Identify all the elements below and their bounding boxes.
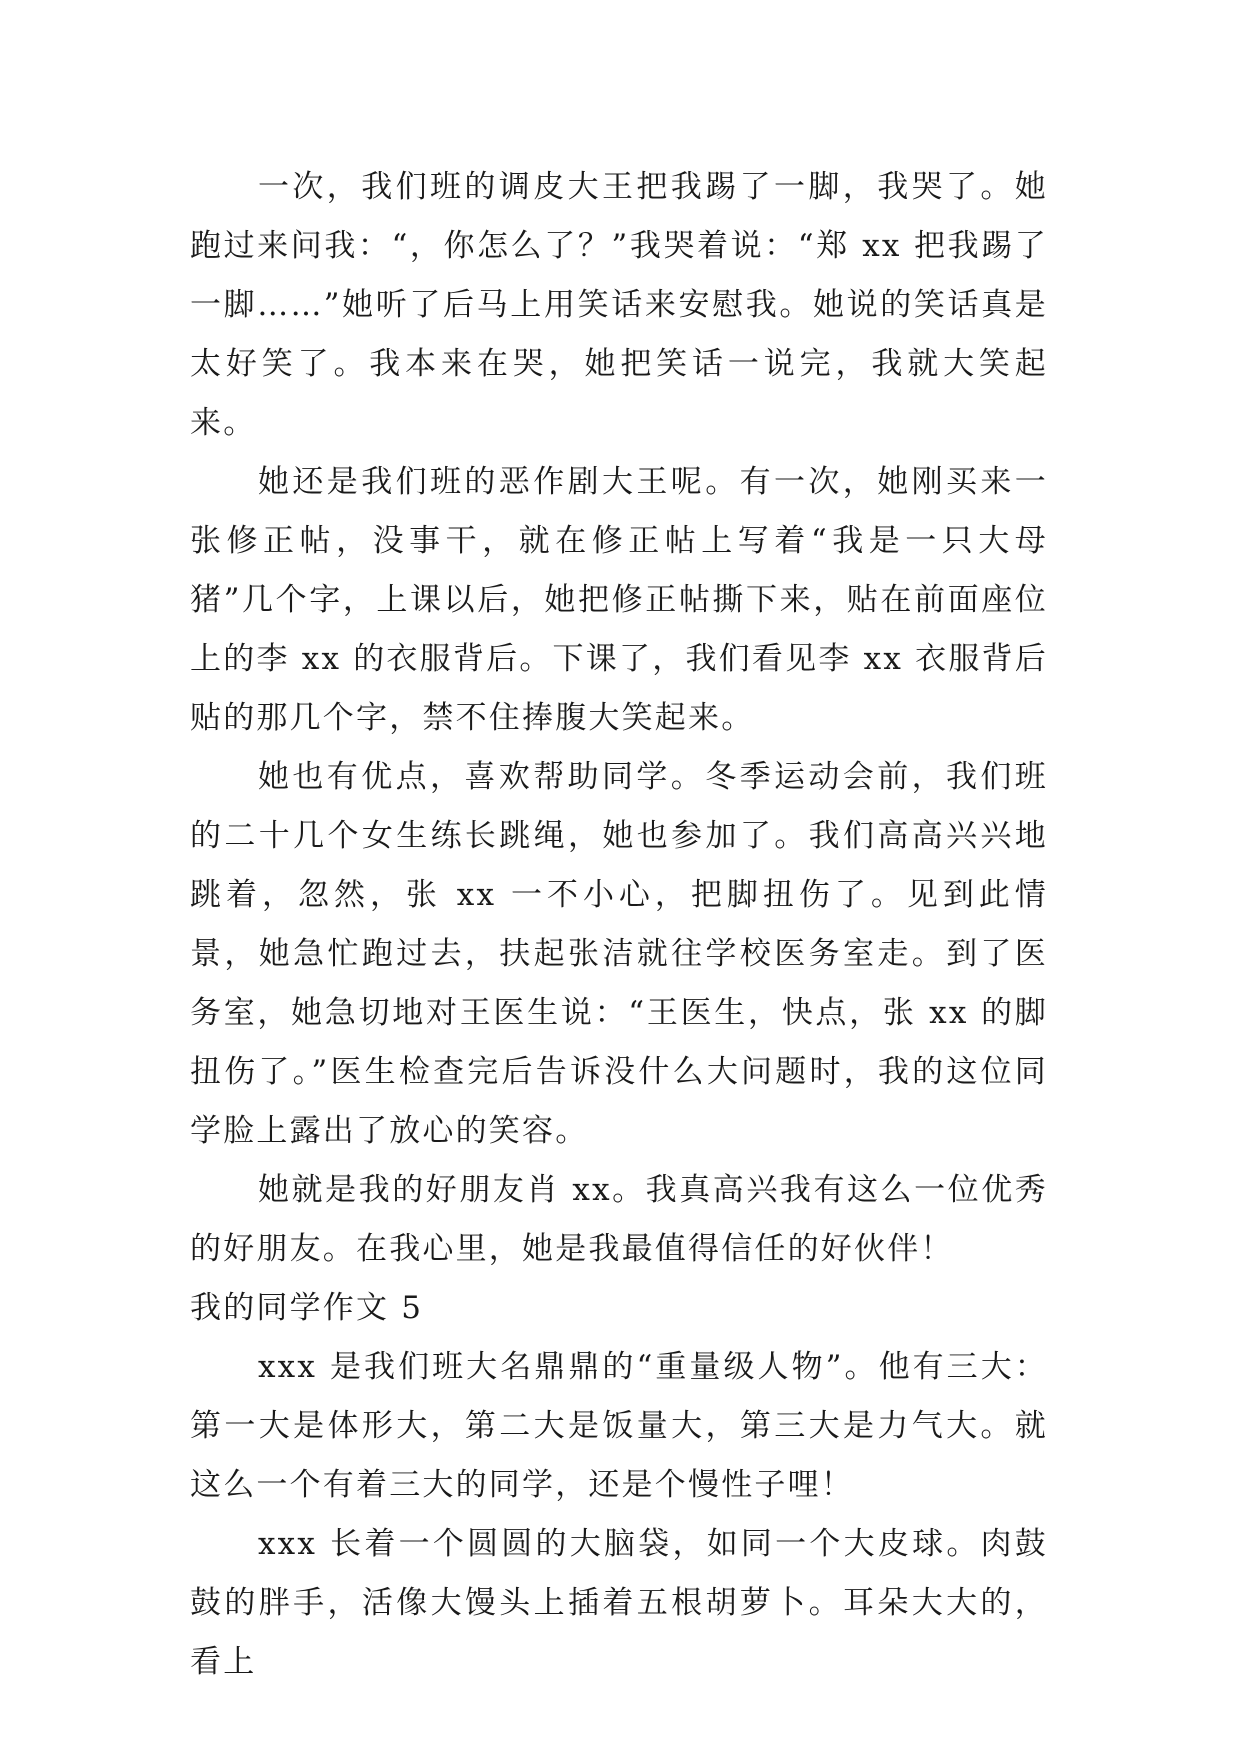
paragraph: xxx 是我们班大名鼎鼎的“重量级人物”。他有三大：第一大是体形大，第二大是饭量大，第三大是力气大。就这么一个有着三大的同学，还是个慢性子哩！ [190,1349,1048,1503]
section-title: 我的同学作文 5 [190,1290,424,1326]
document-body [190,158,1048,1692]
paragraph: 她也有优点，喜欢帮助同学。冬季运动会前，我们班的二十几个女生练长跳绳，她也参加了。我们高高兴兴地跳着，忽然，张 xx 一不小心，把脚扭伤了。见到此情景，她急忙跑过去，扶起张洁就往学校医务室走。到了医务室，她急切地对王医生说：“王医生，快点，张 xx 的脚扭伤了。”医生检查完后告诉没什么大问题时，我的这位同学脸上露出了放心的笑容。 [190,759,1048,1149]
paragraph: xxx 长着一个圆圆的大脑袋，如同一个大皮球。肉鼓鼓的胖手，活像大馒头上插着五根胡萝卜。耳朵大大的，看上 [190,1526,1048,1680]
paragraph: 她就是我的好朋友肖 xx。我真高兴我有这么一位优秀的好朋友。在我心里，她是我最值得信任的好伙伴！ [190,1172,1048,1267]
paragraph: 她还是我们班的恶作剧大王呢。有一次，她刚买来一张修正帖，没事干，就在修正帖上写着“我是一只大母猪”几个字，上课以后，她把修正帖撕下来，贴在前面座位上的李 xx 的衣服背后。下课了，我们看见李 xx 衣服背后贴的那几个字，禁不住捧腹大笑起来。 [190,464,1048,736]
paragraph: 一次，我们班的调皮大王把我踢了一脚，我哭了。她跑过来问我：“，你怎么了？”我哭着说：“郑 xx 把我踢了一脚……”她听了后马上用笑话来安慰我。她说的笑话真是太好笑了。我本来在哭，她把笑话一说完，我就大笑起来。 [190,169,1048,441]
